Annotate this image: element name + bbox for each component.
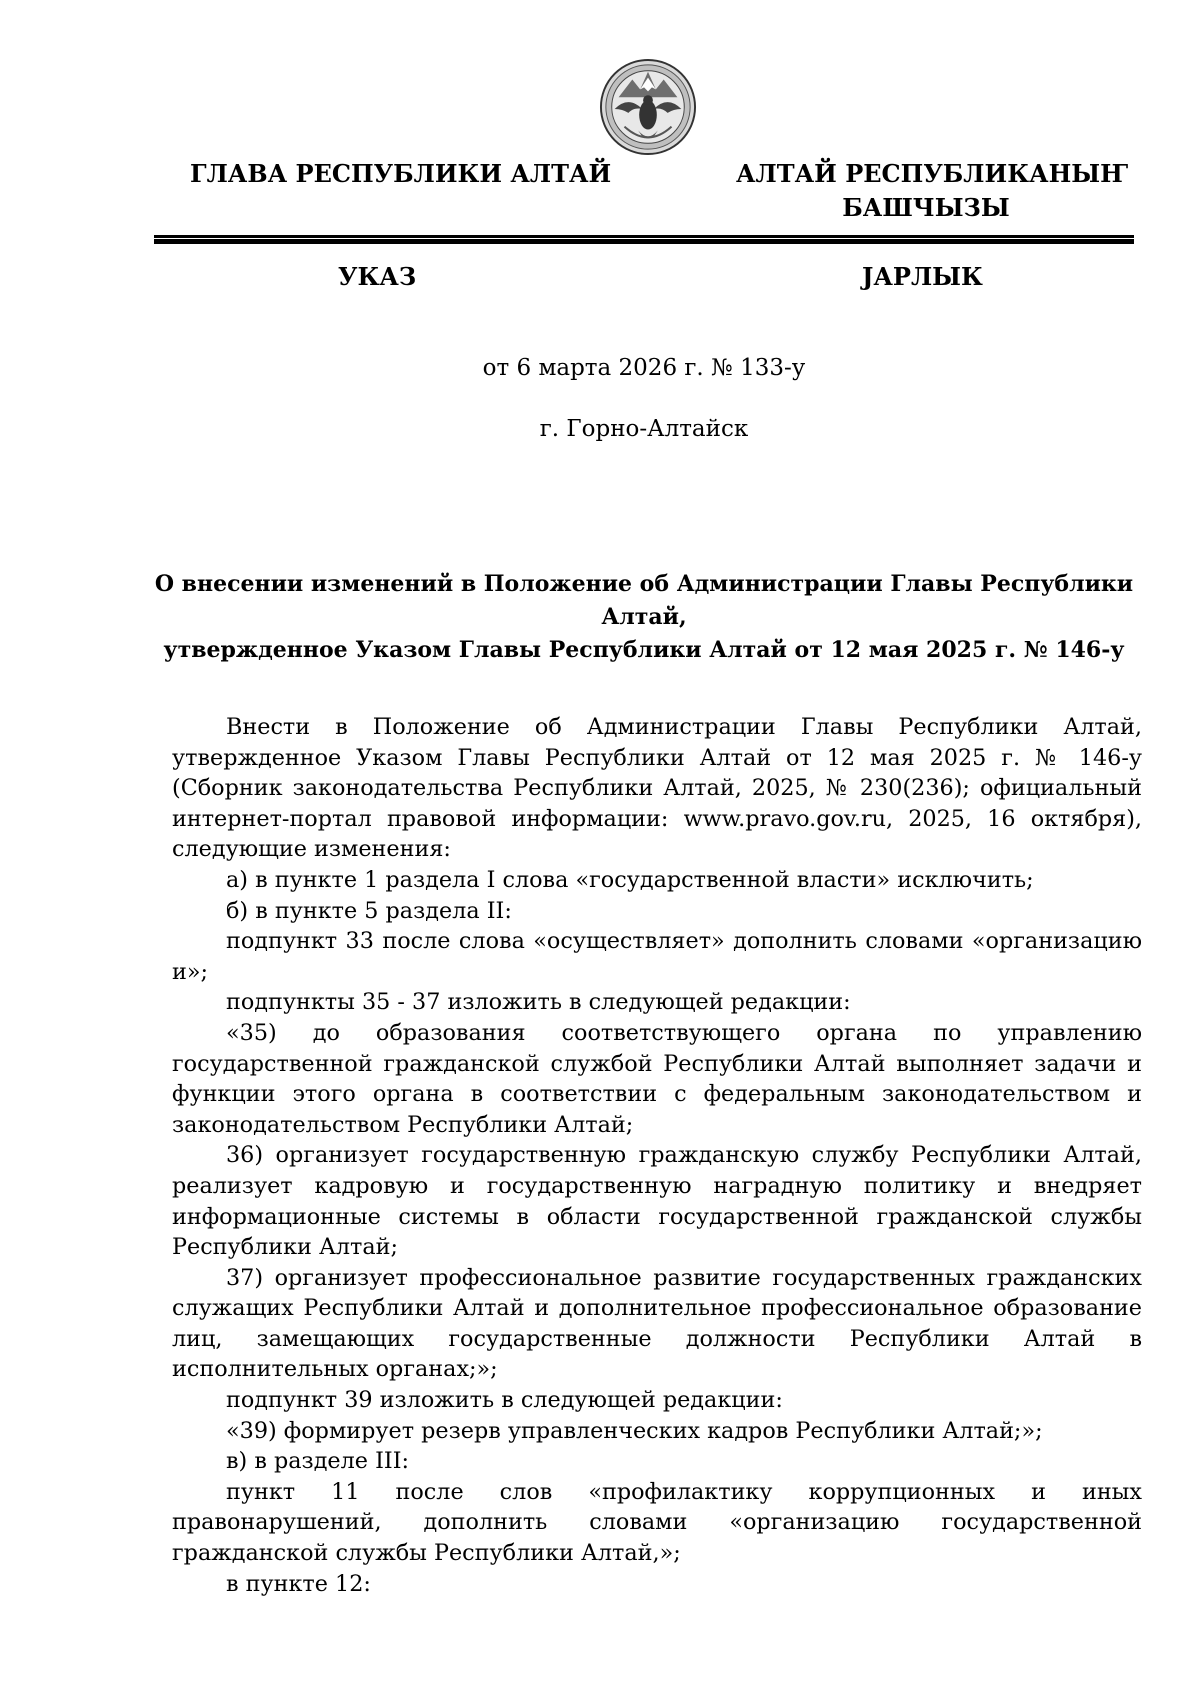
decree-body bbox=[172, 712, 1142, 1599]
decree-date-number: от 6 марта 2026 г. № 133-у bbox=[482, 355, 806, 381]
body-paragraph: «35) до образования соответствующего органа по управлению государственной гражданской службой Республики Алтай выполняет задачи и функции этого органа в соответствии с федеральным законодательством и законодательством Республики Алтай; bbox=[172, 1019, 1142, 1138]
body-paragraph: а) в пункте 1 раздела I слова «государственной власти» исключить; bbox=[226, 866, 1034, 893]
body-paragraph: «39) формирует резерв управленческих кадров Республики Алтай;»; bbox=[226, 1417, 1043, 1444]
decree-city: г. Горно-Алтайск bbox=[539, 416, 749, 442]
coat-of-arms-icon bbox=[599, 58, 697, 156]
decree-title-line2: утвержденное Указом Главы Республики Алтай от 12 мая 2025 г. № 146-у bbox=[163, 637, 1125, 663]
decree-title-line1: О внесении изменений в Положение об Администрации Главы Республики Алтай, bbox=[154, 571, 1134, 630]
body-paragraph: б) в пункте 5 раздела II: bbox=[226, 897, 512, 924]
header-divider-thin bbox=[154, 235, 1134, 238]
issuer-title-altai bbox=[736, 157, 1129, 225]
body-paragraph: пункт 11 после слов «профилактику коррупционных и иных правонарушений, дополнить словами «организацию государственной гражданской службы Республики Алтай,»; bbox=[172, 1478, 1142, 1567]
body-paragraph: в) в разделе III: bbox=[226, 1448, 410, 1475]
issuer-title-altai-line1: АЛТАЙ РЕСПУБЛИКАНЫҤ bbox=[736, 159, 1129, 188]
decree-type-altai: ЈАРЛЫК bbox=[862, 262, 983, 291]
body-paragraph: подпункт 39 изложить в следующей редакции: bbox=[226, 1387, 783, 1414]
decree-title bbox=[150, 568, 1138, 667]
issuer-title-altai-line2: БАШЧЫЗЫ bbox=[842, 193, 1010, 222]
header-divider-thick bbox=[154, 239, 1134, 244]
body-paragraph: Внести в Положение об Администрации Главы Республики Алтай, утвержденное Указом Главы Республики Алтай от 12 мая 2025 г. № 146-у (Сборник законодательства Республики Алтай, 2025, № 230(236); официальный интернет-портал правовой информации: www.pravo.gov.ru, 2025, 16 октября), следующие изменения: bbox=[172, 714, 1142, 863]
decree-type-russian: УКАЗ bbox=[338, 262, 417, 291]
body-paragraph: 36) организует государственную гражданскую службу Республики Алтай, реализует кадровую и государственную наградную политику и внедряет информационные системы в области государственной гражданской службы Республики Алтай; bbox=[172, 1142, 1142, 1261]
issuer-title-russian: ГЛАВА РЕСПУБЛИКИ АЛТАЙ bbox=[190, 159, 612, 188]
body-paragraph: подпункт 33 после слова «осуществляет» дополнить словами «организацию и»; bbox=[172, 928, 1142, 985]
body-paragraph: 37) организует профессиональное развитие государственных гражданских служащих Республики Алтай и дополнительное профессиональное образование лиц, замещающих государственные должности Республики Алтай в исполнительных органах;»; bbox=[172, 1264, 1142, 1383]
body-paragraph: подпункты 35 - 37 изложить в следующей редакции: bbox=[226, 989, 851, 1016]
body-paragraph: в пункте 12: bbox=[226, 1570, 371, 1597]
